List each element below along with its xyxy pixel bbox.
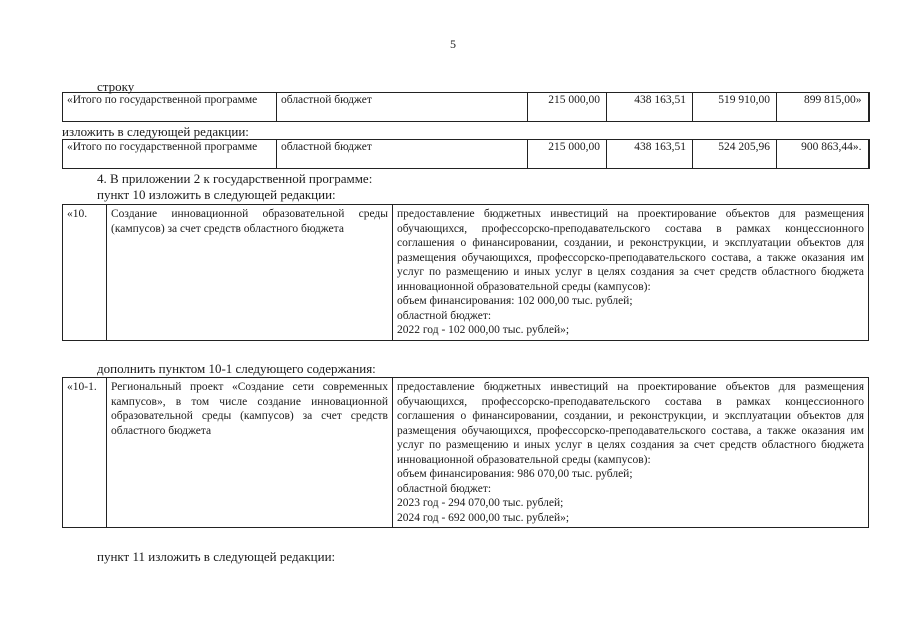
item-description: предоставление бюджетных инвестиций на проектирование объектов для размещения обучающихся, профессорско-преподавательского состава в рамках концессионного соглашения о финансировании, создании, и реконструкции, и эксплуатации объектов для размещения обучающихся, профессорско-преподавательского состава, а также оказания им услуг по размещению и иных услуг в целях создания за счет средств областного бюджета инновационной образовательной среды (кампусов): bbox=[397, 208, 864, 293]
value-cell: 215 000,00 bbox=[528, 93, 607, 122]
item10-1-table bbox=[62, 377, 869, 528]
section4-line: 4. В приложении 2 к государственной программе: bbox=[97, 171, 373, 186]
item-number: «10-1. bbox=[63, 378, 107, 528]
value-cell: 215 000,00 bbox=[528, 140, 607, 169]
budget-source-cell: областной бюджет bbox=[277, 93, 528, 122]
program-name-cell: «Итого по государственной программе bbox=[63, 93, 277, 122]
old-total-table bbox=[62, 92, 870, 122]
funding-total: объем финансирования: 986 070,00 тыс. рублей; bbox=[397, 468, 633, 480]
point10-1-line: дополнить пунктом 10-1 следующего содержания: bbox=[97, 361, 376, 376]
value-cell: 519 910,00 bbox=[693, 93, 777, 122]
value-cell: 524 205,96 bbox=[693, 140, 777, 169]
replace-line: изложить в следующей редакции: bbox=[62, 124, 249, 139]
item-title: Региональный проект «Создание сети современных кампусов», в том числе создание инновационной образовательной среды (кампусов) за счет средств областного бюджета bbox=[107, 378, 393, 528]
funding-year: 2024 год - 692 000,00 тыс. рублей»; bbox=[397, 511, 570, 524]
intro-line: строку bbox=[97, 79, 135, 94]
value-cell: 438 163,51 bbox=[607, 93, 693, 122]
table-row bbox=[63, 93, 869, 122]
item-details bbox=[393, 378, 869, 528]
point11-line: пункт 11 изложить в следующей редакции: bbox=[97, 549, 336, 564]
table-row bbox=[63, 205, 869, 341]
value-cell: 900 863,44». bbox=[777, 140, 869, 169]
new-total-table bbox=[62, 139, 870, 169]
item-number: «10. bbox=[63, 205, 107, 341]
point10-line: пункт 10 изложить в следующей редакции: bbox=[97, 187, 336, 202]
funding-total: объем финансирования: 102 000,00 тыс. рублей; bbox=[397, 295, 633, 307]
program-name-cell: «Итого по государственной программе bbox=[63, 140, 277, 169]
value-cell: 438 163,51 bbox=[607, 140, 693, 169]
item-description: предоставление бюджетных инвестиций на проектирование объектов для размещения обучающихся, профессорско-преподавательского состава в рамках концессионного соглашения о финансировании, создании, и реконструкции, и эксплуатации объектов для размещения обучающихся, профессорско-преподавательского состава, а также оказания им услуг по размещению и иных услуг в целях создания за счет средств областного бюджета инновационной образовательной среды (кампусов): bbox=[397, 381, 864, 466]
budget-label: областной бюджет: bbox=[397, 309, 492, 322]
funding-year: 2023 год - 294 070,00 тыс. рублей; bbox=[397, 497, 564, 509]
table-row bbox=[63, 378, 869, 528]
table-row bbox=[63, 140, 869, 169]
item10-table bbox=[62, 204, 869, 341]
page-number: 5 bbox=[450, 37, 456, 51]
value-cell: 899 815,00» bbox=[777, 93, 869, 122]
funding-year: 2022 год - 102 000,00 тыс. рублей»; bbox=[397, 324, 570, 336]
item-details bbox=[393, 205, 869, 341]
item-title: Создание инновационной образовательной среды (кампусов) за счет средств областного бюджета bbox=[107, 205, 393, 341]
budget-source-cell: областной бюджет bbox=[277, 140, 528, 169]
budget-label: областной бюджет: bbox=[397, 482, 492, 495]
